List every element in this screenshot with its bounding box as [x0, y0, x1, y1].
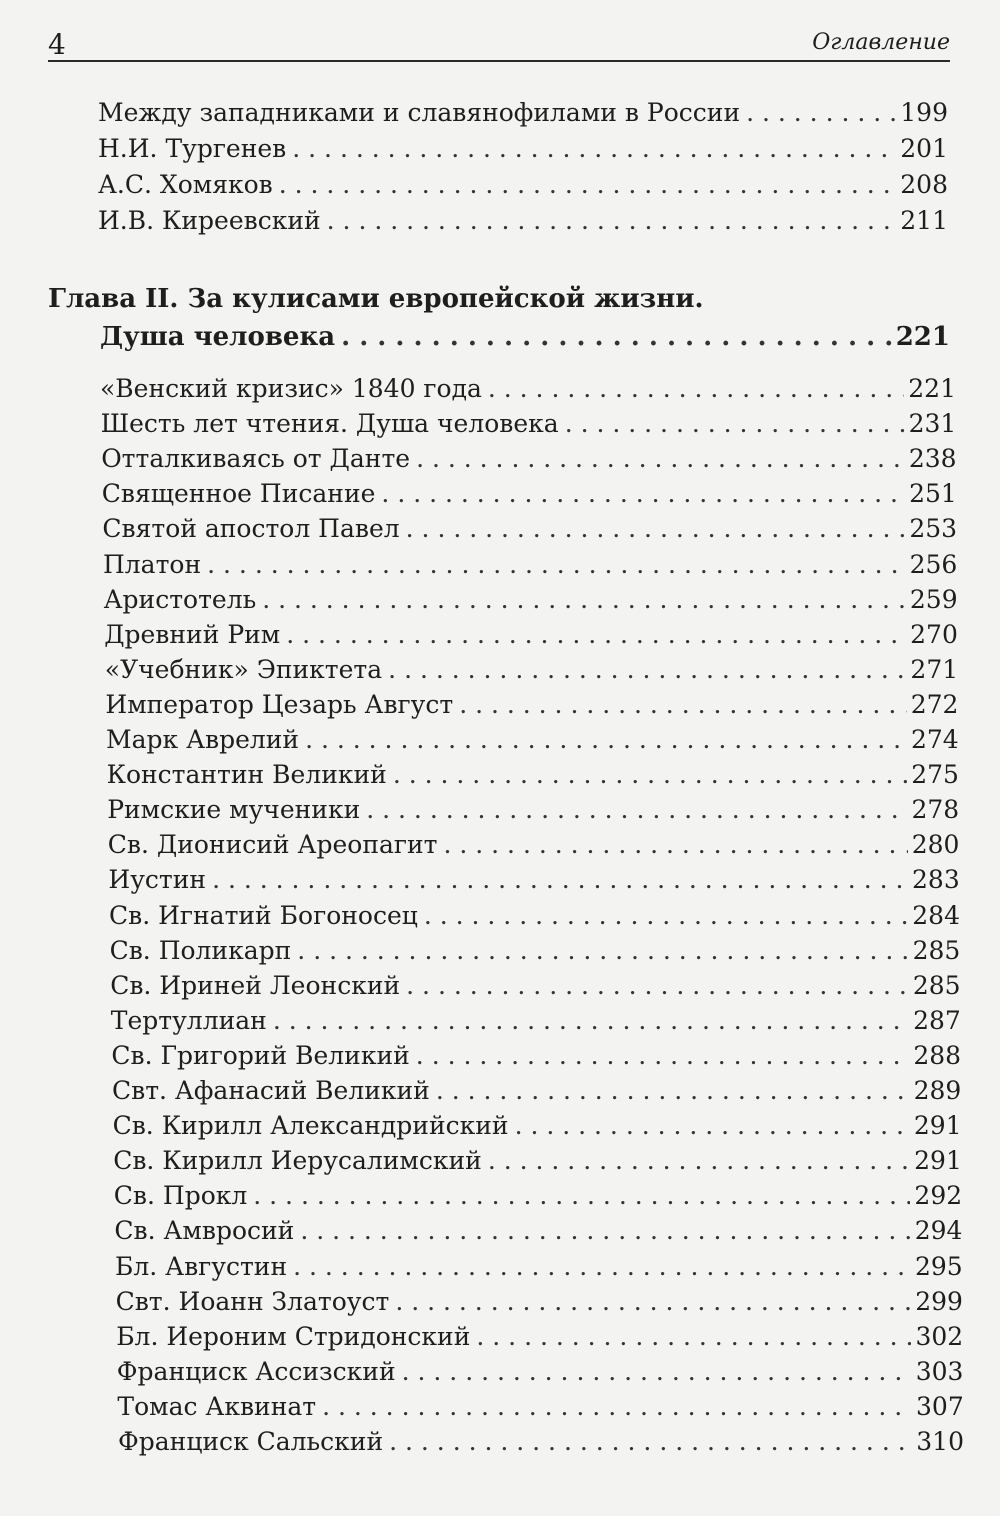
toc-entry[interactable] — [103, 550, 957, 580]
entry-title: Священное Писание — [101, 479, 376, 509]
toc-entry[interactable] — [100, 374, 956, 404]
entry-page: 278 — [911, 795, 960, 825]
dot-leader — [424, 901, 908, 931]
entry-title: Иустин — [108, 865, 207, 895]
entry-page: 201 — [900, 134, 948, 163]
dot-leader — [406, 971, 909, 1001]
toc-entry[interactable] — [102, 514, 957, 544]
entry-title: «Венский кризис» 1840 года — [100, 374, 482, 403]
dot-leader — [327, 206, 897, 236]
entry-title: Томас Аквинат — [117, 1391, 317, 1421]
toc-entry[interactable] — [101, 409, 957, 439]
entry-title: И.В. Киреевский — [98, 206, 321, 235]
entry-title: «Учебник» Эпиктета — [104, 654, 383, 684]
toc-entry[interactable] — [98, 170, 948, 200]
entry-page: 259 — [909, 584, 958, 614]
dot-leader — [389, 1427, 912, 1457]
dot-leader — [393, 760, 907, 790]
entry-title: Между западниками и славянофилами в России — [98, 98, 741, 127]
dot-leader — [300, 1216, 910, 1246]
entry-title: Св. Игнатий Богоносец — [109, 900, 418, 930]
entry-page: 221 — [895, 322, 950, 352]
entry-page: 295 — [914, 1251, 963, 1281]
entry-title: А.С. Хомяков — [98, 170, 273, 199]
dot-leader — [443, 830, 907, 860]
entry-page: 285 — [912, 935, 961, 965]
entry-page: 208 — [900, 170, 948, 199]
dot-leader — [286, 620, 906, 650]
toc-entry[interactable] — [114, 1181, 962, 1211]
dot-leader — [436, 1076, 910, 1106]
dot-leader — [488, 1146, 910, 1176]
entry-title: Франциск Сальский — [118, 1427, 384, 1456]
entry-page: 256 — [909, 549, 958, 579]
toc-entry[interactable] — [112, 1076, 961, 1106]
toc-entry[interactable] — [105, 655, 958, 685]
entry-title: Тертуллиан — [110, 1005, 267, 1035]
toc-entry[interactable] — [108, 865, 959, 895]
entry-page: 251 — [909, 479, 957, 509]
toc-entry[interactable] — [107, 760, 959, 790]
dot-leader — [262, 585, 906, 615]
toc-entry[interactable] — [98, 98, 948, 128]
dot-leader — [207, 550, 905, 580]
entry-title: Свт. Иоанн Златоуст — [115, 1286, 390, 1316]
entry-page: 292 — [914, 1181, 963, 1211]
entry-page: 271 — [910, 654, 959, 684]
entry-page: 291 — [913, 1111, 962, 1141]
entry-title: Св. Прокл — [113, 1181, 248, 1211]
toc-entry[interactable] — [116, 1287, 963, 1317]
entry-title: Император Цезарь Август — [105, 689, 454, 719]
entry-page: 253 — [909, 514, 958, 544]
entry-title: Святой апостол Павел — [102, 514, 400, 544]
toc-entry[interactable] — [116, 1322, 963, 1352]
dot-leader — [381, 479, 905, 509]
entry-page: 302 — [915, 1321, 964, 1351]
toc-entry[interactable] — [101, 444, 956, 474]
entry-page: 211 — [900, 206, 948, 235]
toc-entry[interactable] — [117, 1357, 964, 1387]
dot-leader — [515, 1111, 910, 1141]
entry-title: Св. Амвросий — [114, 1216, 295, 1246]
entry-title: Римские мученики — [107, 795, 361, 825]
toc-entry[interactable] — [104, 585, 958, 615]
chapter-heading-line1: Глава II. За кулисами европейской жизни. — [48, 284, 704, 314]
entry-title: Св. Поликарп — [109, 935, 292, 965]
entry-title: Константин Великий — [106, 760, 387, 790]
entry-page: 280 — [911, 830, 960, 860]
dot-leader — [388, 655, 906, 685]
entry-title: Свт. Афанасий Великий — [112, 1076, 430, 1105]
entry-page: 299 — [915, 1286, 963, 1316]
dot-leader — [402, 1357, 912, 1387]
entry-page: 283 — [912, 865, 960, 895]
entry-title: Древний Рим — [104, 619, 281, 649]
toc-entry[interactable] — [110, 971, 960, 1001]
entry-title: Св. Ириней Леонский — [110, 970, 401, 1000]
entry-page: 272 — [910, 689, 959, 719]
entry-page: 284 — [912, 900, 960, 930]
entry-title: Отталкиваясь от Данте — [101, 444, 411, 474]
toc-entry[interactable] — [108, 830, 960, 860]
entry-page: 294 — [914, 1216, 963, 1246]
dot-leader — [366, 795, 907, 825]
dot-leader — [416, 444, 905, 474]
toc-entry[interactable] — [113, 1146, 962, 1176]
toc-entry[interactable] — [104, 620, 958, 650]
dot-leader — [322, 1392, 912, 1422]
toc-entry[interactable] — [118, 1427, 964, 1457]
toc-entry[interactable] — [98, 134, 948, 164]
entry-page: 199 — [900, 98, 948, 127]
toc-entry[interactable] — [117, 1392, 963, 1422]
dot-leader — [297, 936, 908, 966]
dot-leader — [305, 725, 907, 755]
toc-entry[interactable] — [98, 206, 948, 236]
toc-entry[interactable] — [114, 1216, 962, 1246]
running-title: Оглавление — [812, 30, 950, 55]
entry-title: Св. Кирилл Иерусалимский — [113, 1146, 482, 1176]
entry-title: Н.И. Тургенев — [98, 134, 287, 163]
entry-page: 303 — [915, 1356, 964, 1386]
entry-title: Душа человека — [100, 322, 336, 352]
entry-page: 287 — [913, 1005, 961, 1035]
dot-leader — [476, 1322, 911, 1352]
entry-page: 238 — [908, 444, 957, 474]
dot-leader — [292, 134, 896, 164]
toc-entry[interactable] — [111, 1041, 961, 1071]
dot-leader — [416, 1041, 910, 1071]
toc-entry[interactable] — [109, 901, 960, 931]
entry-title: Св. Григорий Великий — [111, 1040, 410, 1070]
entry-page: 285 — [912, 970, 961, 1000]
dot-leader — [341, 322, 892, 352]
toc-entry[interactable] — [106, 725, 959, 755]
dot-leader — [293, 1252, 911, 1282]
entry-page: 307 — [916, 1391, 964, 1421]
entry-page: 270 — [910, 619, 958, 649]
entry-title: Бл. Августин — [115, 1251, 288, 1281]
dot-leader — [406, 514, 906, 544]
toc-entry[interactable] — [107, 795, 959, 825]
dot-leader — [459, 690, 907, 720]
entry-title: Платон — [103, 549, 202, 579]
entry-page: 289 — [913, 1076, 962, 1105]
entry-title: Св. Дионисий Ареопагит — [107, 830, 438, 860]
entry-title: Шесть лет чтения. Душа человека — [100, 409, 559, 439]
entry-page: 310 — [916, 1427, 964, 1456]
dot-leader — [279, 170, 897, 200]
page-number: 4 — [48, 28, 66, 61]
entry-page: 231 — [908, 409, 957, 439]
dot-leader — [395, 1287, 911, 1317]
entry-title: Бл. Иероним Стридонский — [116, 1321, 471, 1351]
entry-title: Аристотель — [103, 584, 257, 614]
entry-page: 291 — [914, 1146, 962, 1176]
toc-entry[interactable] — [102, 479, 957, 509]
dot-leader — [746, 98, 896, 128]
entry-page: 221 — [908, 374, 956, 403]
dot-leader — [273, 1006, 909, 1036]
toc-entry-chapter[interactable] — [100, 322, 950, 352]
entry-title: Франциск Ассизский — [116, 1356, 396, 1386]
dot-leader — [253, 1181, 910, 1211]
entry-page: 274 — [910, 725, 959, 754]
page-header — [48, 14, 950, 62]
dot-leader — [565, 409, 905, 439]
entry-page: 288 — [913, 1040, 962, 1070]
toc-entry[interactable] — [113, 1111, 962, 1141]
dot-leader — [488, 374, 904, 404]
entry-title: Марк Аврелий — [106, 725, 300, 754]
entry-title: Св. Кирилл Александрийский — [112, 1111, 509, 1141]
dot-leader — [212, 865, 908, 895]
toc-entry[interactable] — [105, 690, 958, 720]
toc-entry[interactable] — [110, 936, 961, 966]
entry-page: 275 — [911, 760, 959, 790]
toc-entry[interactable] — [111, 1006, 961, 1036]
toc-entry[interactable] — [115, 1252, 963, 1282]
